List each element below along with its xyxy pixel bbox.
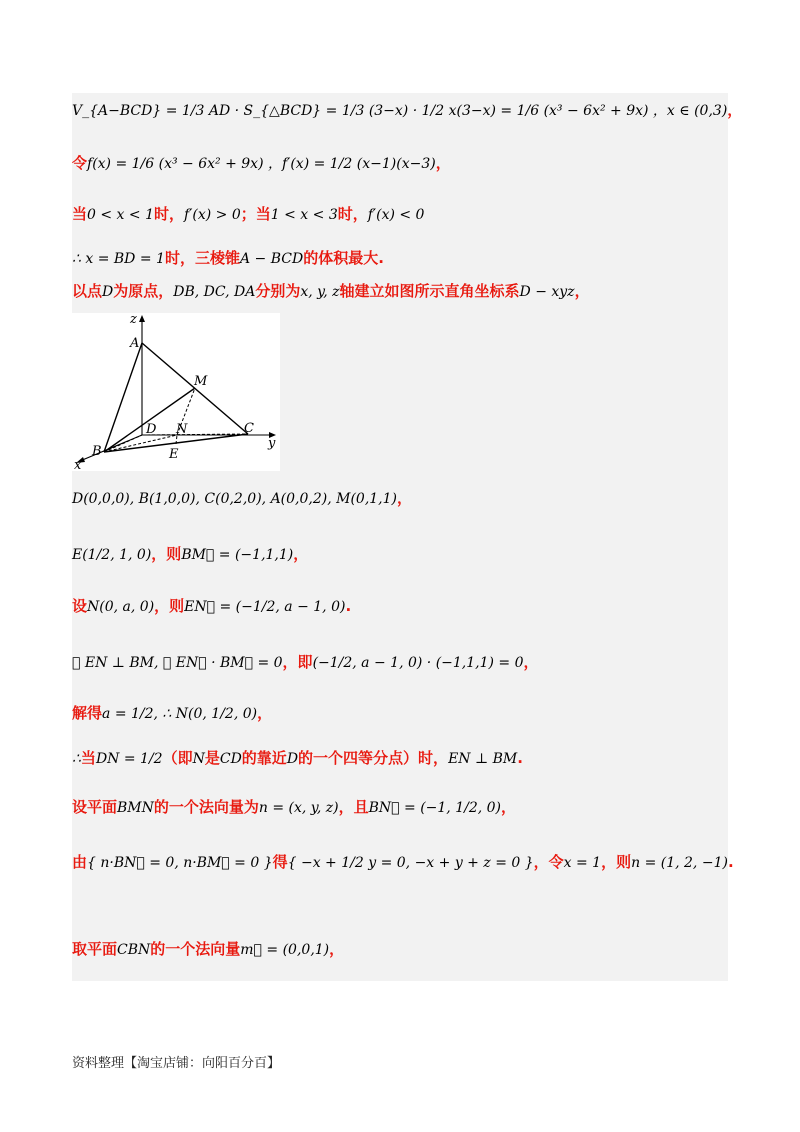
explanation-text: （即 xyxy=(162,749,193,767)
explanation-text: 设平面 xyxy=(72,798,118,816)
explanation-text: 的靠近 xyxy=(241,749,287,767)
solution-line xyxy=(72,204,728,225)
math-expression: N(0, a, 0) xyxy=(87,599,155,615)
solution-line xyxy=(72,939,728,960)
math-expression: { −x + 1/2 y = 0, −x + y + z = 0 } xyxy=(287,855,534,871)
math-expression: BN⃗ = (−1, 1/2, 0) xyxy=(368,800,501,816)
math-expression: ∴ xyxy=(72,751,81,767)
math-expression: ∴ x = BD = 1 xyxy=(72,251,165,267)
math-expression: V_{A−BCD} = 1/3 AD · S_{△BCD} = 1/3 (3−x) · 1/2 x(3−x) = 1/6 (x³ − 6x² + 9x) ，x ∈ (0,3) xyxy=(72,103,728,119)
explanation-text: 时，三棱锥 xyxy=(164,249,240,267)
solution-line xyxy=(72,748,728,769)
explanation-text: ，且 xyxy=(338,798,369,816)
math-expression: { n·BN⃗ = 0, n·BM⃗ = 0 } xyxy=(87,855,273,871)
solution-line xyxy=(72,281,728,302)
explanation-text: 的一个四等分点）时， xyxy=(298,749,449,767)
solution-line xyxy=(72,100,743,121)
explanation-text: . xyxy=(345,597,352,615)
label-x: x xyxy=(74,458,82,471)
explanation-text: ， xyxy=(293,545,309,563)
z-axis-arrow xyxy=(139,315,145,322)
explanation-text: ，令 xyxy=(533,853,564,871)
math-expression: A − BCD xyxy=(239,251,304,267)
explanation-text: 轴建立如图所示直角坐标系 xyxy=(339,282,520,300)
math-expression: D − xyz xyxy=(519,284,575,300)
explanation-text: 设 xyxy=(72,597,88,615)
explanation-text: 以点 xyxy=(72,282,103,300)
label-M: M xyxy=(194,374,208,389)
math-expression: m⃗ = (0,0,1) xyxy=(240,942,330,958)
math-expression: N xyxy=(192,751,205,767)
explanation-text: ，即 xyxy=(282,653,313,671)
label-E: E xyxy=(169,447,179,462)
explanation-text: 的一个法向量为 xyxy=(153,798,259,816)
explanation-text: 分别为 xyxy=(255,282,301,300)
label-D: D xyxy=(146,422,157,437)
solution-line xyxy=(72,652,728,673)
explanation-text: ， xyxy=(435,154,451,172)
math-expression: E(1/2, 1, 0) xyxy=(72,547,152,563)
label-N: N xyxy=(176,422,188,437)
math-expression: 1 < x < 3 xyxy=(270,207,338,223)
math-expression: D xyxy=(102,284,114,300)
math-expression: x, y, z xyxy=(300,284,340,300)
explanation-text: . xyxy=(517,749,523,767)
explanation-text: 解得 xyxy=(72,704,103,722)
explanation-text: 得 xyxy=(272,853,288,871)
explanation-text: ，则 xyxy=(601,853,632,871)
label-B: B xyxy=(92,444,102,459)
label-A: A xyxy=(130,336,140,351)
explanation-text: 当 xyxy=(72,205,88,223)
explanation-text: 取平面 xyxy=(72,940,118,958)
explanation-text: 当 xyxy=(80,749,96,767)
math-expression: D(0,0,0), B(1,0,0), C(0,2,0), A(0,0,2), M(0,1,1) xyxy=(72,491,398,507)
label-z: z xyxy=(130,313,137,327)
math-expression: BM⃗ = (−1,1,1) xyxy=(181,547,294,563)
explanation-text: ， xyxy=(397,489,413,507)
explanation-text: 时， xyxy=(154,205,185,223)
explanation-text: ， xyxy=(329,940,345,958)
math-expression: a = 1/2, ∴ N(0, 1/2, 0) xyxy=(102,706,258,722)
explanation-text: ， xyxy=(523,653,539,671)
explanation-text: 时， xyxy=(337,205,368,223)
math-expression: DN = 1/2 xyxy=(95,751,163,767)
math-expression: BMN xyxy=(117,800,154,816)
solution-line xyxy=(72,797,728,818)
footer-source: 资料整理【淘宝店铺：向阳百分百】 xyxy=(72,1056,281,1071)
math-expression: CD xyxy=(219,751,242,767)
explanation-text: ，则 xyxy=(151,545,182,563)
math-expression: x = 1 xyxy=(563,855,602,871)
solution-line xyxy=(72,544,728,565)
label-C: C xyxy=(244,421,254,436)
explanation-text: 令 xyxy=(72,154,88,172)
solution-line xyxy=(72,703,728,724)
math-expression: f′(x) < 0 xyxy=(367,207,425,223)
tetrahedron-figure xyxy=(72,313,280,471)
math-expression: DB, DC, DA xyxy=(173,284,256,300)
math-expression: D xyxy=(286,751,299,767)
math-expression: CBN xyxy=(117,942,151,958)
explanation-text: 为原点， xyxy=(113,282,174,300)
math-expression: 0 < x < 1 xyxy=(87,207,154,223)
solution-line xyxy=(72,488,728,509)
explanation-text: 是 xyxy=(204,749,220,767)
content-panel xyxy=(72,93,728,981)
math-expression: ∵ EN ⊥ BM, ∴ EN⃗ · BM⃗ = 0 xyxy=(72,655,283,671)
explanation-text: ， xyxy=(574,282,590,300)
explanation-text: ， xyxy=(727,101,743,119)
label-y: y xyxy=(268,436,276,451)
math-expression: f′(x) > 0 xyxy=(184,207,241,223)
explanation-text: ， xyxy=(501,798,517,816)
explanation-text: . xyxy=(727,853,734,871)
math-expression: EN⃗ = (−1/2, a − 1, 0) xyxy=(184,599,346,615)
solution-line xyxy=(72,248,728,269)
math-expression: n = (x, y, z) xyxy=(258,800,339,816)
math-expression: n = (1, 2, −1) xyxy=(631,855,728,871)
explanation-text: ；当 xyxy=(240,205,271,223)
math-expression: f(x) = 1/6 (x³ − 6x² + 9x) ，f′(x) = 1/2 (x−1)(x−3) xyxy=(87,156,436,172)
math-expression: (−1/2, a − 1, 0) · (−1,1,1) = 0 xyxy=(312,655,524,671)
solution-line xyxy=(72,596,728,617)
explanation-text: 由 xyxy=(72,853,88,871)
solution-line xyxy=(72,153,728,174)
explanation-text: ，则 xyxy=(154,597,185,615)
math-expression: EN ⊥ BM xyxy=(448,751,518,767)
explanation-text: 的体积最大. xyxy=(303,249,384,267)
explanation-text: 的一个法向量 xyxy=(150,940,241,958)
explanation-text: ， xyxy=(257,704,273,722)
edge-AB xyxy=(104,343,142,452)
solution-line xyxy=(72,852,734,873)
